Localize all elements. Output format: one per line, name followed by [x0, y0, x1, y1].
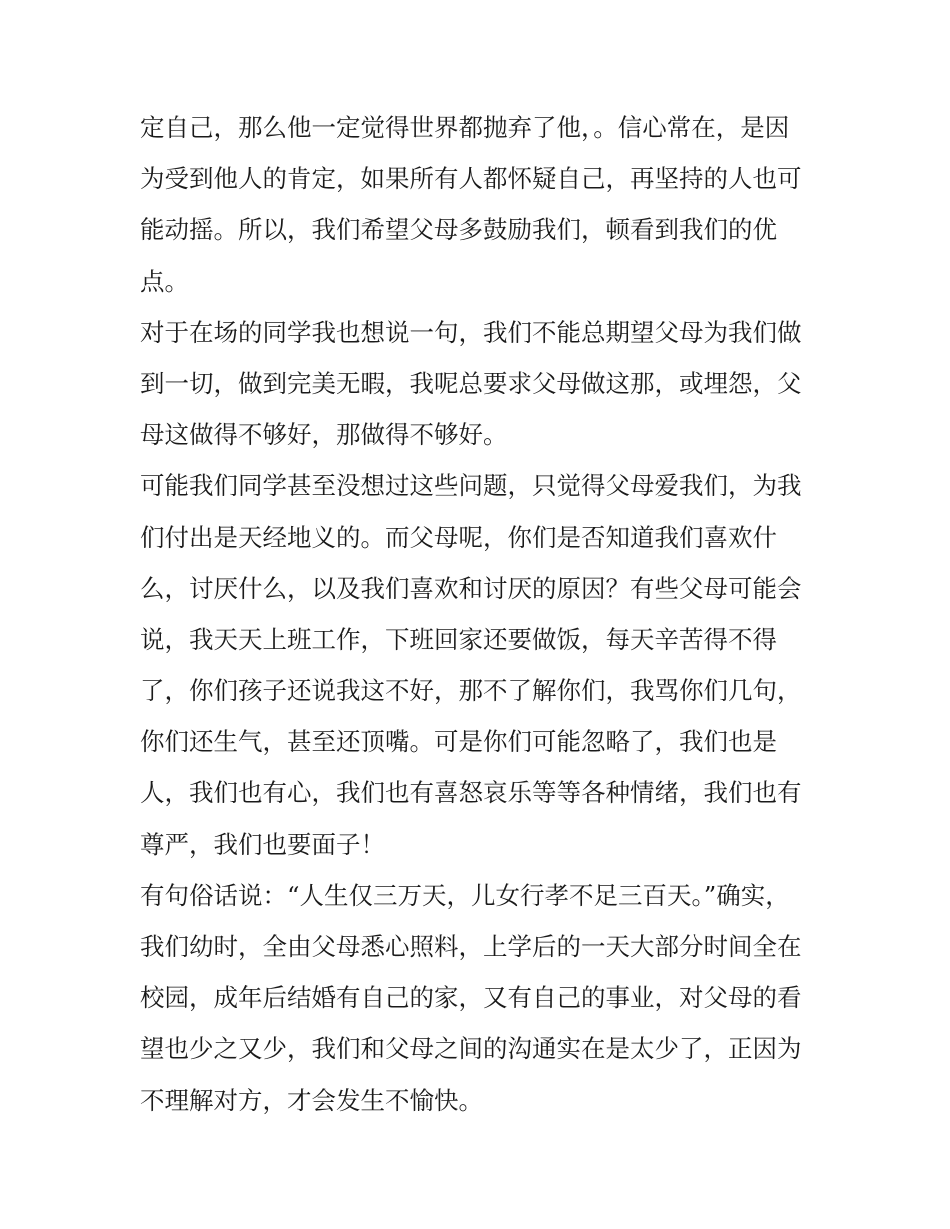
text-line: 可能我们同学甚至没想过这些问题，只觉得父母爱我们，为我 [140, 471, 802, 501]
text-line: 说，我天天上班工作，下班回家还要做饭，每天辛苦得不得 [140, 624, 777, 654]
text-line: 能动摇。所以，我们希望父母多鼓励我们，顿看到我们的优 [140, 215, 777, 245]
text-line: 我们幼时，全由父母悉心照料，上学后的一天大部分时间全在 [140, 932, 802, 961]
paragraph-3 [140, 460, 814, 870]
text-line: 到一切，做到完美无暇，我呢总要求父母做这那，或埋怨，父 [140, 368, 802, 398]
text-line: 你们还生气，甚至还顶嘴。可是你们可能忽略了，我们也是 [140, 727, 777, 757]
text-line: 母这做得不够好，那做得不够好。 [140, 420, 508, 450]
text-line: 尊严，我们也要面子！ [140, 829, 385, 859]
text-line: 定自己，那么他一定觉得世界都抛弃了他，。信心常在，是因 [140, 113, 790, 142]
paragraph-1 [140, 102, 814, 307]
text-line: 校园，成年后结婚有自己的家，又有自己的事业，对父母的看 [140, 983, 802, 1013]
text-line: 点。 [140, 266, 189, 296]
text-line: 不理解对方，才会发生不愉快。 [140, 1085, 483, 1115]
text-line: 人，我们也有心，我们也有喜怒哀乐等等各种情绪，我们也有 [140, 778, 802, 808]
paragraph-4 [140, 870, 814, 1126]
text-line: 为受到他人的肯定，如果所有人都怀疑自己，再坚持的人也可 [140, 164, 802, 194]
text-line: 对于在场的同学我也想说一句，我们不能总期望父母为我们做 [140, 317, 802, 347]
text-line: 有句俗话说：“人生仅三万天，儿女行孝不足三百天。”确实， [140, 880, 790, 910]
document-body [140, 102, 814, 1126]
text-line: 们付出是天经地义的。而父母呢，你们是否知道我们喜欢什 [140, 522, 777, 552]
text-line: 望也少之又少，我们和父母之间的沟通实在是太少了，正因为 [140, 1034, 802, 1064]
text-line: 么，讨厌什么，以及我们喜欢和讨厌的原因？有些父母可能会 [140, 573, 802, 603]
text-line: 了，你们孩子还说我这不好，那不了解你们，我骂你们几句， [140, 676, 802, 706]
paragraph-2 [140, 307, 814, 461]
